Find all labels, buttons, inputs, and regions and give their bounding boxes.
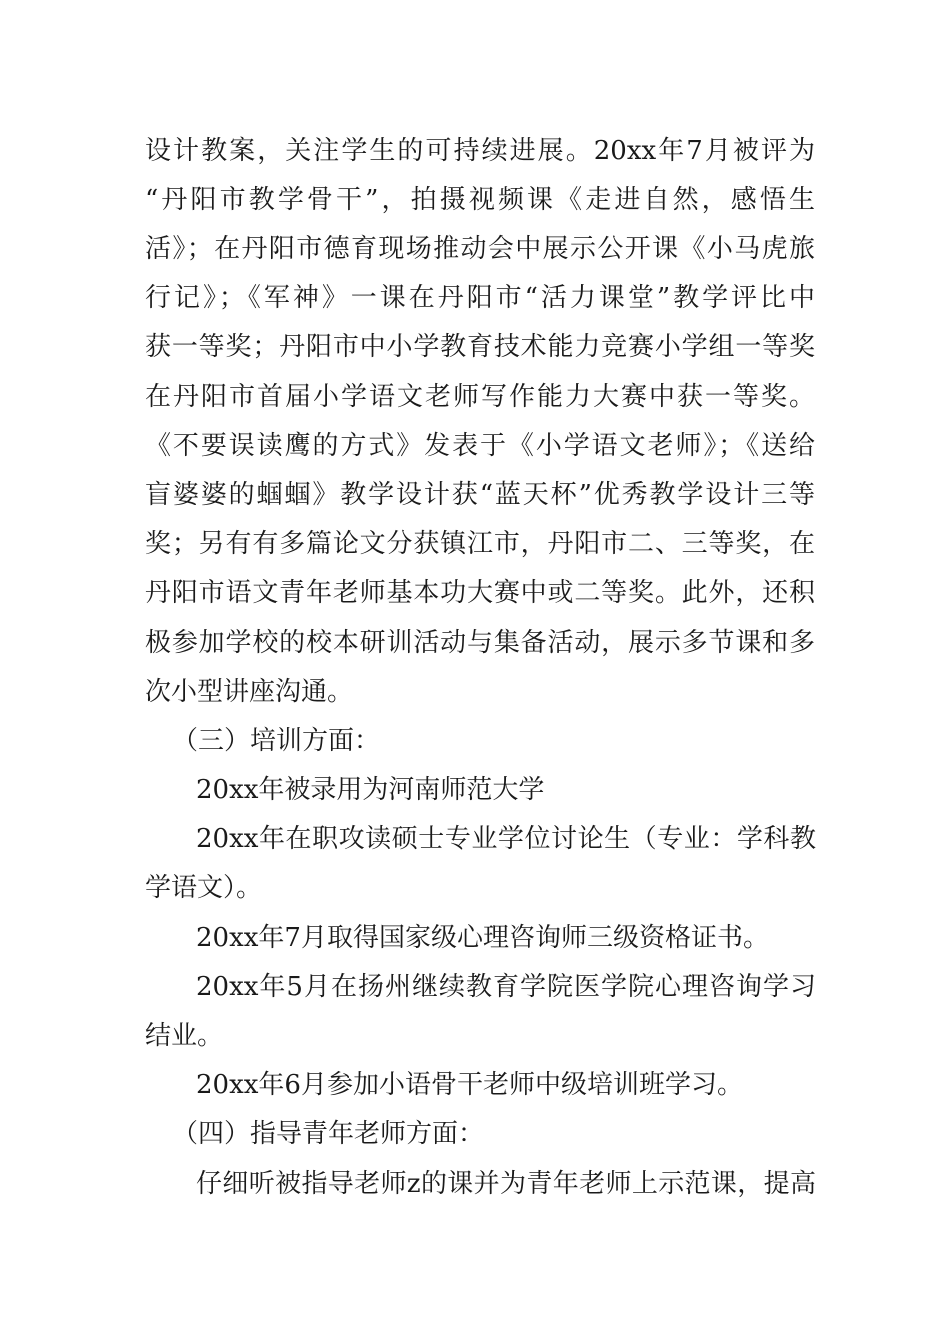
paragraph-line: 《不要误读鹰的方式》发表于《小学语文老师》；《送给 [145,431,815,461]
paragraph-line: 获一等奖；丹阳市中小学教育技术能力竞赛小学组一等奖 [145,332,815,362]
paragraph-line: 次小型讲座沟通。 [145,677,354,707]
paragraph-line: 设计教案，关注学生的可持续进展。20xx年7月被评为 [145,136,815,166]
paragraph-line: 丹阳市语文青年老师基本功大赛中或二等奖。此外，还积 [145,578,815,608]
paragraph-line: 20xx年被录用为河南师范大学 [196,775,545,805]
paragraph-line: 20xx年在职攻读硕士专业学位讨论生（专业：学科教 [196,824,816,854]
paragraph-line: 奖；另有有多篇论文分获镇江市，丹阳市二、三等奖，在 [145,529,815,559]
paragraph-line: 20xx年6月参加小语骨干老师中级培训班学习。 [196,1070,743,1100]
paragraph-line: 极参加学校的校本研训活动与集备活动，展示多节课和多 [145,628,815,658]
paragraph-line: “丹阳市教学骨干”，拍摄视频课《走进自然，感悟生 [145,185,815,215]
paragraph-line: 仔细听被指导老师z的课并为青年老师上示范课，提高 [196,1169,816,1199]
paragraph-line: 学语文）。 [145,873,263,903]
paragraph-line: 活》；在丹阳市德育现场推动会中展示公开课《小马虎旅 [145,234,815,264]
section-heading: （三）培训方面： [172,726,381,756]
paragraph-line: 结业。 [145,1021,224,1051]
paragraph-line: 20xx年5月在扬州继续教育学院医学院心理咨询学习 [196,972,816,1002]
section-heading: （四）指导青年老师方面： [172,1119,485,1149]
paragraph-line: 盲婆婆的蝈蝈》教学设计获“蓝天杯”优秀教学设计三等 [145,480,815,510]
paragraph-line: 行记》；《军神》一课在丹阳市“活力课堂”教学评比中 [145,283,815,313]
paragraph-line: 在丹阳市首届小学语文老师写作能力大赛中获一等奖。 [145,382,815,412]
paragraph-line: 20xx年7月取得国家级心理咨询师三级资格证书。 [196,923,769,953]
